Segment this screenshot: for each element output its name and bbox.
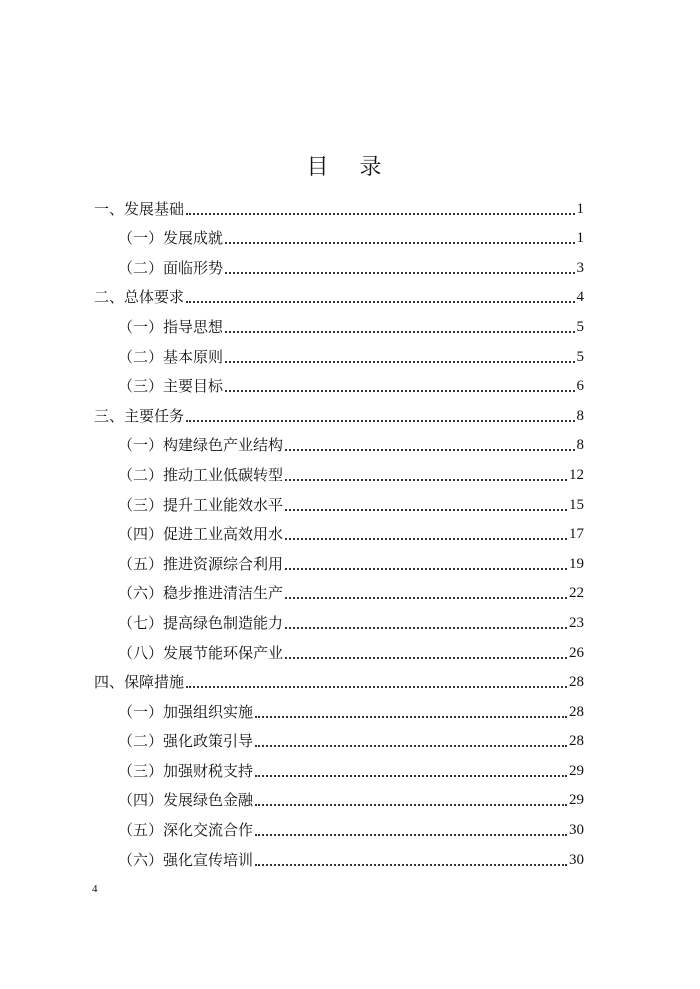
toc-entry-label: （一）构建绿色产业结构 — [118, 436, 284, 455]
toc-entry-label: （四）发展绿色金融 — [118, 791, 254, 810]
toc-subsection-entry[interactable] — [94, 840, 584, 870]
toc-section-entry[interactable] — [94, 663, 584, 693]
toc-entry-page-number: 5 — [576, 318, 584, 335]
dot-leader — [255, 716, 567, 718]
toc-entry-page-number: 12 — [569, 466, 584, 483]
toc-subsection-entry[interactable] — [94, 337, 584, 367]
dot-leader — [186, 686, 567, 688]
toc-entry-label: 三、主要任务 — [94, 406, 185, 425]
dot-leader — [186, 213, 574, 215]
toc-subsection-entry[interactable] — [94, 633, 584, 663]
toc-subsection-entry[interactable] — [94, 603, 584, 633]
toc-entry-page-number: 3 — [576, 259, 584, 276]
toc-entry-label: （一）加强组织实施 — [118, 702, 254, 721]
toc-entry-label: （三）加强财税支持 — [118, 761, 254, 780]
toc-entry-page-number: 30 — [569, 822, 584, 839]
dot-leader — [255, 775, 567, 777]
dot-leader — [285, 479, 567, 481]
toc-subsection-entry[interactable] — [94, 219, 584, 249]
toc-entry-label: （五）深化交流合作 — [118, 821, 254, 840]
toc-entry-label: （二）基本原则 — [118, 347, 224, 366]
toc-entry-page-number: 15 — [569, 496, 584, 513]
toc-subsection-entry[interactable] — [94, 426, 584, 456]
toc-entry-label: （七）提高绿色制造能力 — [118, 613, 284, 632]
dot-leader — [186, 301, 574, 303]
dot-leader — [285, 597, 567, 599]
toc-entry-page-number: 22 — [569, 585, 584, 602]
toc-section-entry[interactable] — [94, 189, 584, 219]
toc-entry-label: （三）主要目标 — [118, 377, 224, 396]
dot-leader — [285, 568, 567, 570]
toc-entry-page-number: 17 — [569, 526, 584, 543]
toc-subsection-entry[interactable] — [94, 515, 584, 545]
dot-leader — [225, 390, 574, 392]
toc-entry-page-number: 6 — [576, 378, 584, 395]
toc-entry-label: 一、发展基础 — [94, 199, 185, 218]
dot-leader — [255, 834, 567, 836]
toc-entry-label: 二、总体要求 — [94, 288, 185, 307]
toc-entry-page-number: 28 — [569, 703, 584, 720]
dot-leader — [285, 449, 574, 451]
toc-subsection-entry[interactable] — [94, 810, 584, 840]
toc-subsection-entry[interactable] — [94, 574, 584, 604]
toc-entry-page-number: 26 — [569, 644, 584, 661]
toc-entry-page-number: 28 — [569, 733, 584, 750]
toc-entry-label: （二）强化政策引导 — [118, 732, 254, 751]
toc-section-entry[interactable] — [94, 278, 584, 308]
toc-entry-page-number: 5 — [576, 348, 584, 365]
toc-subsection-entry[interactable] — [94, 751, 584, 781]
toc-entry-page-number: 8 — [576, 407, 584, 424]
toc-section-entry[interactable] — [94, 396, 584, 426]
toc-entry-page-number: 1 — [576, 200, 584, 217]
toc-entry-label: 四、保障措施 — [94, 673, 185, 692]
toc-entry-page-number: 29 — [569, 762, 584, 779]
toc-title: 目 录 — [306, 155, 394, 180]
dot-leader — [255, 745, 567, 747]
toc-entry-label: （二）面临形势 — [118, 258, 224, 277]
toc-entry-page-number: 1 — [576, 230, 584, 247]
toc-entry-label: （二）推动工业低碳转型 — [118, 465, 284, 484]
toc-entry-page-number: 4 — [576, 289, 584, 306]
table-of-contents — [94, 189, 584, 870]
toc-entry-page-number: 23 — [569, 614, 584, 631]
toc-entry-label: （三）提升工业能效水平 — [118, 495, 284, 514]
toc-subsection-entry[interactable] — [94, 485, 584, 515]
dot-leader — [285, 627, 567, 629]
toc-entry-label: （五）推进资源综合利用 — [118, 554, 284, 573]
toc-entry-label: （一）发展成就 — [118, 229, 224, 248]
dot-leader — [225, 272, 574, 274]
toc-subsection-entry[interactable] — [94, 722, 584, 752]
toc-entry-page-number: 19 — [569, 555, 584, 572]
dot-leader — [285, 509, 567, 511]
dot-leader — [225, 242, 574, 244]
toc-entry-label: （六）稳步推进清洁生产 — [118, 584, 284, 603]
dot-leader — [255, 804, 567, 806]
toc-entry-label: （四）促进工业高效用水 — [118, 525, 284, 544]
dot-leader — [186, 420, 574, 422]
toc-entry-page-number: 30 — [569, 851, 584, 868]
dot-leader — [285, 657, 567, 659]
page-number: 4 — [92, 883, 98, 895]
toc-entry-label: （六）强化宣传培训 — [118, 850, 254, 869]
toc-entry-page-number: 28 — [569, 674, 584, 691]
toc-entry-label: （八）发展节能环保产业 — [118, 643, 284, 662]
toc-subsection-entry[interactable] — [94, 367, 584, 397]
toc-subsection-entry[interactable] — [94, 544, 584, 574]
toc-subsection-entry[interactable] — [94, 248, 584, 278]
toc-subsection-entry[interactable] — [94, 455, 584, 485]
toc-subsection-entry[interactable] — [94, 781, 584, 811]
dot-leader — [285, 538, 567, 540]
dot-leader — [225, 361, 574, 363]
toc-entry-label: （一）指导思想 — [118, 317, 224, 336]
toc-entry-page-number: 8 — [576, 437, 584, 454]
dot-leader — [225, 331, 574, 333]
toc-entry-page-number: 29 — [569, 792, 584, 809]
dot-leader — [255, 864, 567, 866]
toc-subsection-entry[interactable] — [94, 692, 584, 722]
toc-subsection-entry[interactable] — [94, 307, 584, 337]
